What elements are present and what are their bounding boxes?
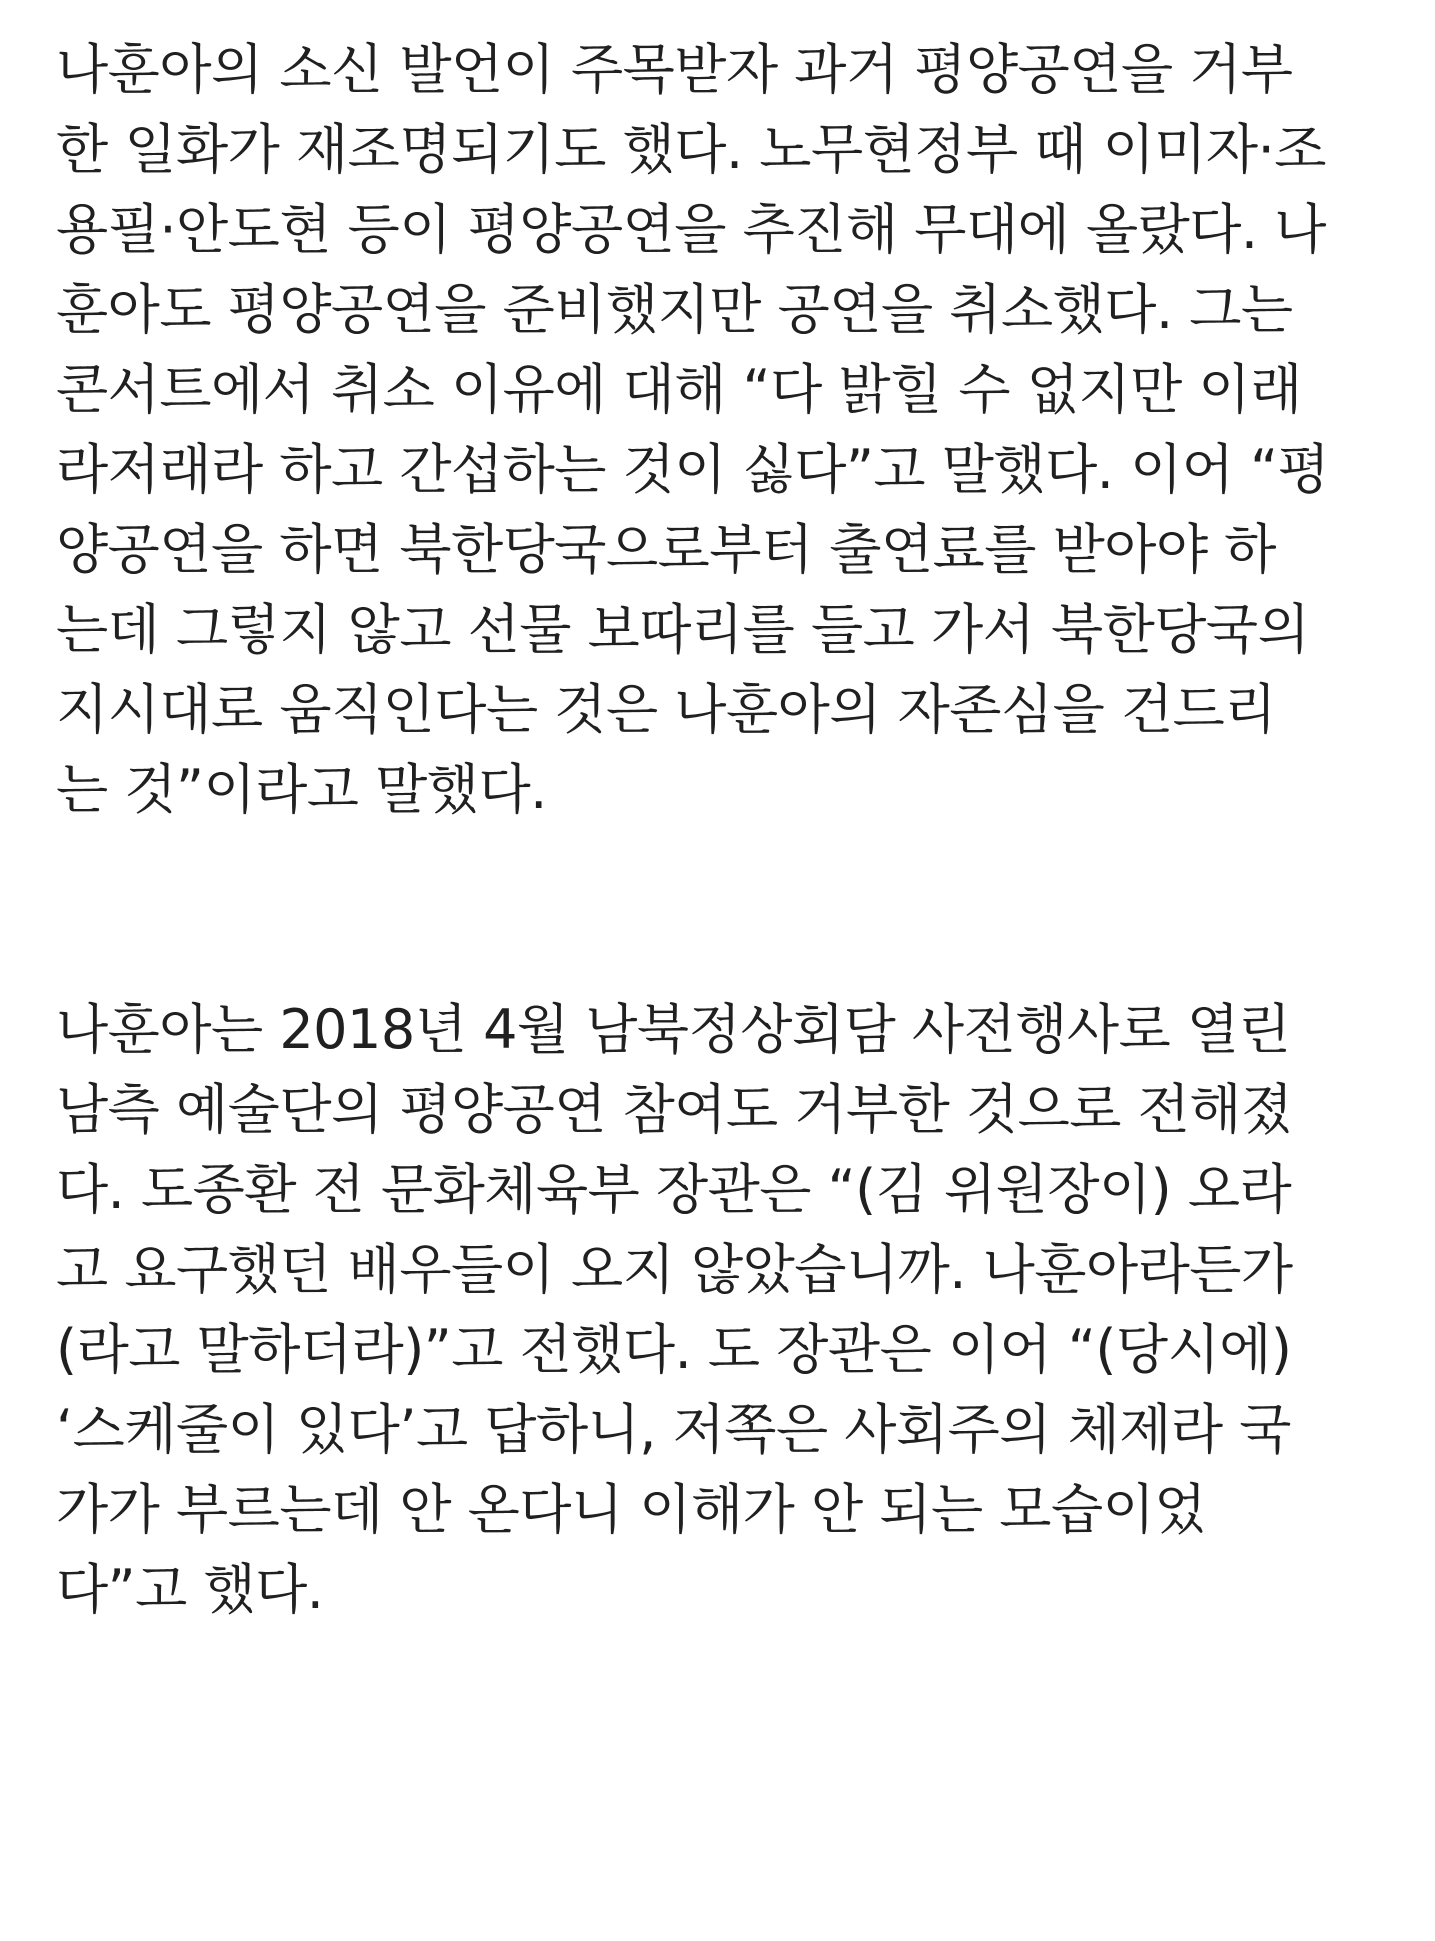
- text-line: 다”고 했다.: [56, 1558, 324, 1621]
- text-line: 남측 예술단의 평양공연 참여도 거부한 것으로 전해졌: [56, 1078, 1293, 1141]
- text-line: 한 일화가 재조명되기도 했다. 노무현정부 때 이미자·조: [56, 118, 1326, 181]
- text-line: 지시대로 움직인다는 것은 나훈아의 자존심을 건드리: [56, 678, 1276, 741]
- text-line: (라고 말하더라)”고 전했다. 도 장관은 이어 “(당시에): [56, 1318, 1292, 1381]
- paragraph: [56, 990, 1386, 1630]
- text-line: 용필·안도현 등이 평양공연을 추진해 무대에 올랐다. 나: [56, 198, 1326, 261]
- text-line: 양공연을 하면 북한당국으로부터 출연료를 받아야 하: [56, 518, 1276, 581]
- text-line: ‘스케줄이 있다’고 답하니, 저쪽은 사회주의 체제라 국: [56, 1398, 1291, 1461]
- text-line: 가가 부르는데 안 온다니 이해가 안 되는 모습이었: [56, 1478, 1206, 1541]
- text-line: 다. 도종환 전 문화체육부 장관은 “(김 위원장이) 오라: [56, 1158, 1292, 1221]
- paragraph: [56, 30, 1386, 830]
- text-line: 고 요구했던 배우들이 오지 않았습니까. 나훈아라든가: [56, 1238, 1293, 1301]
- text-line: 나훈아의 소신 발언이 주목받자 과거 평양공연을 거부: [56, 38, 1293, 101]
- text-line: 는데 그렇지 않고 선물 보따리를 들고 가서 북한당국의: [56, 598, 1310, 661]
- text-line: 나훈아는 2018년 4월 남북정상회담 사전행사로 열린: [56, 998, 1291, 1061]
- text-line: 콘서트에서 취소 이유에 대해 “다 밝힐 수 없지만 이래: [56, 358, 1302, 421]
- text-line: 라저래라 하고 간섭하는 것이 싫다”고 말했다. 이어 “평: [56, 438, 1330, 501]
- text-line: 훈아도 평양공연을 준비했지만 공연을 취소했다. 그는: [56, 278, 1293, 341]
- text-line: 는 것”이라고 말했다.: [56, 758, 547, 821]
- article-body: [56, 30, 1386, 1630]
